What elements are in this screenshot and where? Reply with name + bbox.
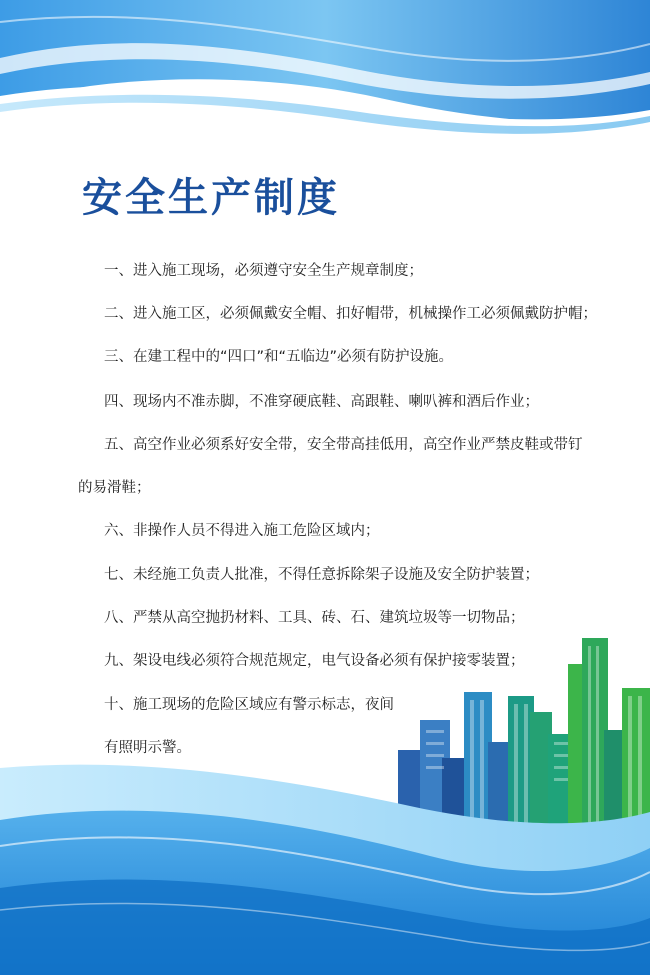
top-wave-decoration — [0, 0, 650, 150]
rule-8: 八、严禁从高空抛扔材料、工具、砖、石、建筑垃圾等一切物品； — [104, 610, 525, 626]
rule-10-continued: 有照明示警。 — [104, 740, 191, 756]
rule-5: 五、高空作业必须系好安全带，安全带高挂低用，高空作业严禁皮鞋或带钉 — [104, 437, 583, 453]
poster-title: 安全生产制度 — [82, 175, 340, 221]
rule-5-continued: 的易滑鞋； — [78, 480, 151, 496]
rule-10: 十、施工现场的危险区域应有警示标志，夜间 — [104, 697, 394, 713]
rule-7: 七、未经施工负责人批准，不得任意拆除架子设施及安全防护装置； — [104, 567, 539, 583]
bottom-wave-decoration — [0, 760, 650, 975]
rule-9: 九、架设电线必须符合规范规定，电气设备必须有保护接零装置； — [104, 653, 525, 669]
rule-6: 六、非操作人员不得进入施工危险区域内； — [104, 523, 380, 539]
rule-2: 二、进入施工区，必须佩戴安全帽、扣好帽带，机械操作工必须佩戴防护帽； — [104, 306, 597, 322]
rule-1: 一、进入施工现场，必须遵守安全生产规章制度； — [104, 263, 423, 279]
rule-3: 三、在建工程中的“四口”和“五临边”必须有防护设施。 — [104, 349, 454, 365]
rule-4: 四、现场内不准赤脚，不准穿硬底鞋、高跟鞋、喇叭裤和酒后作业； — [104, 394, 539, 410]
